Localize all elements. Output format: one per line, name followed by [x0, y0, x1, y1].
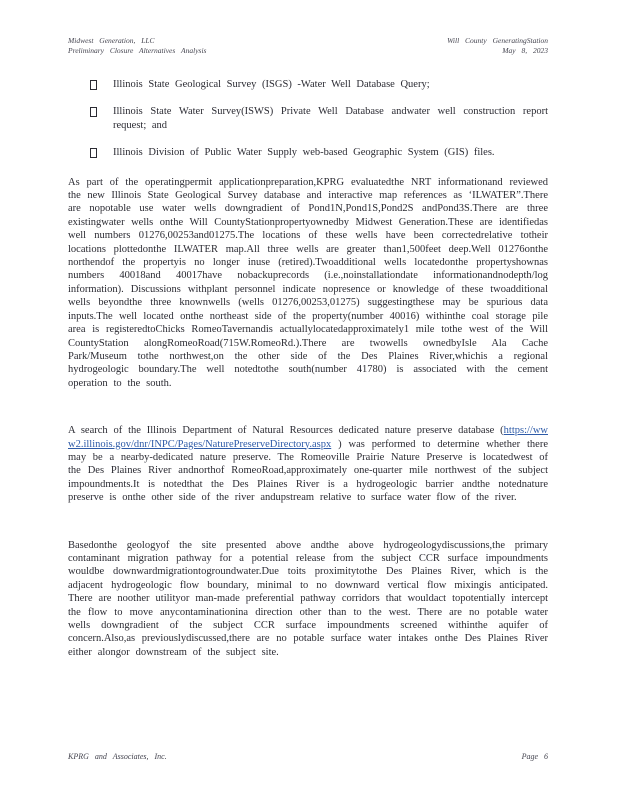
- bullet-text: Illinois State Geological Survey (ISGS) -Water Well Database Query;: [113, 79, 430, 90]
- bullet-box-icon: [90, 148, 97, 158]
- bullet-text: Illinois Division of Public Water Supply web-based Geographic System (GIS) files.: [113, 147, 495, 159]
- header-date: May 8, 2023: [502, 46, 548, 55]
- footer-page-number: Page 6: [521, 752, 548, 761]
- header-station: Will County GeneratingStation: [447, 36, 548, 45]
- paragraph-operating-permit: As part of the operatingpermit applicationpreparation,KPRG evaluatedthe NRT informationand reviewed the new Illinois State Geological Survey database and interactive map references as ‘ILWATER”.There are nopotable use water wells downgradient of Pond1N,Pond1S,Pond2S andPond3S.There are three existingwater wells onthe Will CountyStationpropertyownedby Midwest Generation.These are identifiedas well numbers 01276,00253and01275.The locations of these wells have been correctedrelative totheir locations plottedonthe ILWATER map.All three wells are greater than1,500feet deep.Well 01276onthe northendof the propertyis no longer inuse (retired).Twoadditional wells locatedonthe propertyshownas numbers 40018and 40017have nobackuprecords (i.e.,noinstallationdate informationandnodepth/log information). Discussions withplant personnel indicate nopresence or knowledge of these twoadditional wells beyondthe three knownwells (wells 01276,00253,01275) suggestingthese may be spurious data inputs.The well located onthe northeast side of the property(number 40016) withinthe coal storage pile area is registeredtoChicks RomeoTavernandis actuallylocatedapproximately1 mile tothe west of the Will CountyStation alongRomeoRoad(715W.RomeoRd.).There are twowells ownedbyIsle Ala Cache Park/Museum tothe northwest,on the other side of the Des Plaines River,whichis a regional hydrogeologic boundary.The well notedtothe south(number 41780) is associated with the cement operation to the south.: [68, 176, 548, 389]
- header-right: [447, 36, 548, 56]
- bullet-box-icon: [90, 107, 97, 117]
- footer-company: KPRG and Associates, Inc.: [68, 752, 167, 761]
- bullet-list: [68, 78, 548, 160]
- page-content: [68, 36, 548, 659]
- list-item: [90, 105, 548, 132]
- bullet-box-icon: [90, 80, 97, 90]
- list-item: [90, 146, 548, 159]
- header-company: Midwest Generation, LLC: [68, 36, 155, 45]
- paragraph-geology: Basedonthe geologyof the site presented above andthe above hydrogeologydiscussions,the primary contaminant migration pathway for a potential release from the subject CCR surface impoundments wouldbe downwardmigrationtogroundwater.Due toits proximitytothe Des Plaines River, which is the adjacent hydrogeologic flow boundary, minimal to no downward vertical flow mixingis anticipated. There are noother utilityor man-made preferential pathway corridors that wouldact topotentially intercept the flow to move anycontaminationina direction other than to the west. There are no potable water wells downgradient of the subject CCR surface impoundments screened withinthe aquifer of concern.Also,as previouslydiscussed,there are no potable surface water intakes onthe Des Plaines River either alongor downstream of the subject site.: [68, 539, 548, 658]
- paragraph-nature-preserve: [68, 424, 548, 504]
- nature-preserve-text-after-link: ) was performed to determine whether there may be a nearby-dedicated nature preserve. The Romeoville Prairie Nature Preserve is locatedwest of the Des Plaines River andnorthof RomeoRoad,approximately one-quarter mile northwest of the subject impoundments.It is notedthat the Des Plaines River is a hydrogeologic barrier andthe notednature preserve is onthe other side of the river andupstream relative to surface water flow of the river.: [68, 438, 548, 504]
- nature-preserve-text-before-link: A search of the Illinois Department of Natural Resources dedicated nature preserve database (: [68, 425, 504, 437]
- header-document-title: Preliminary Closure Alternatives Analysis: [68, 46, 207, 55]
- page-header: [68, 36, 548, 56]
- header-left: [68, 36, 206, 56]
- nature-preserve-directory-link[interactable]: https://www2.illinois.gov/dnr/INPC/Pages/NaturePreserveDirectory.aspx: [68, 425, 548, 450]
- list-item: [90, 78, 548, 91]
- bullet-text: Illinois State Water Survey(ISWS) Private Well Database andwater well construction report request; and: [113, 106, 548, 131]
- page-footer: [68, 752, 548, 761]
